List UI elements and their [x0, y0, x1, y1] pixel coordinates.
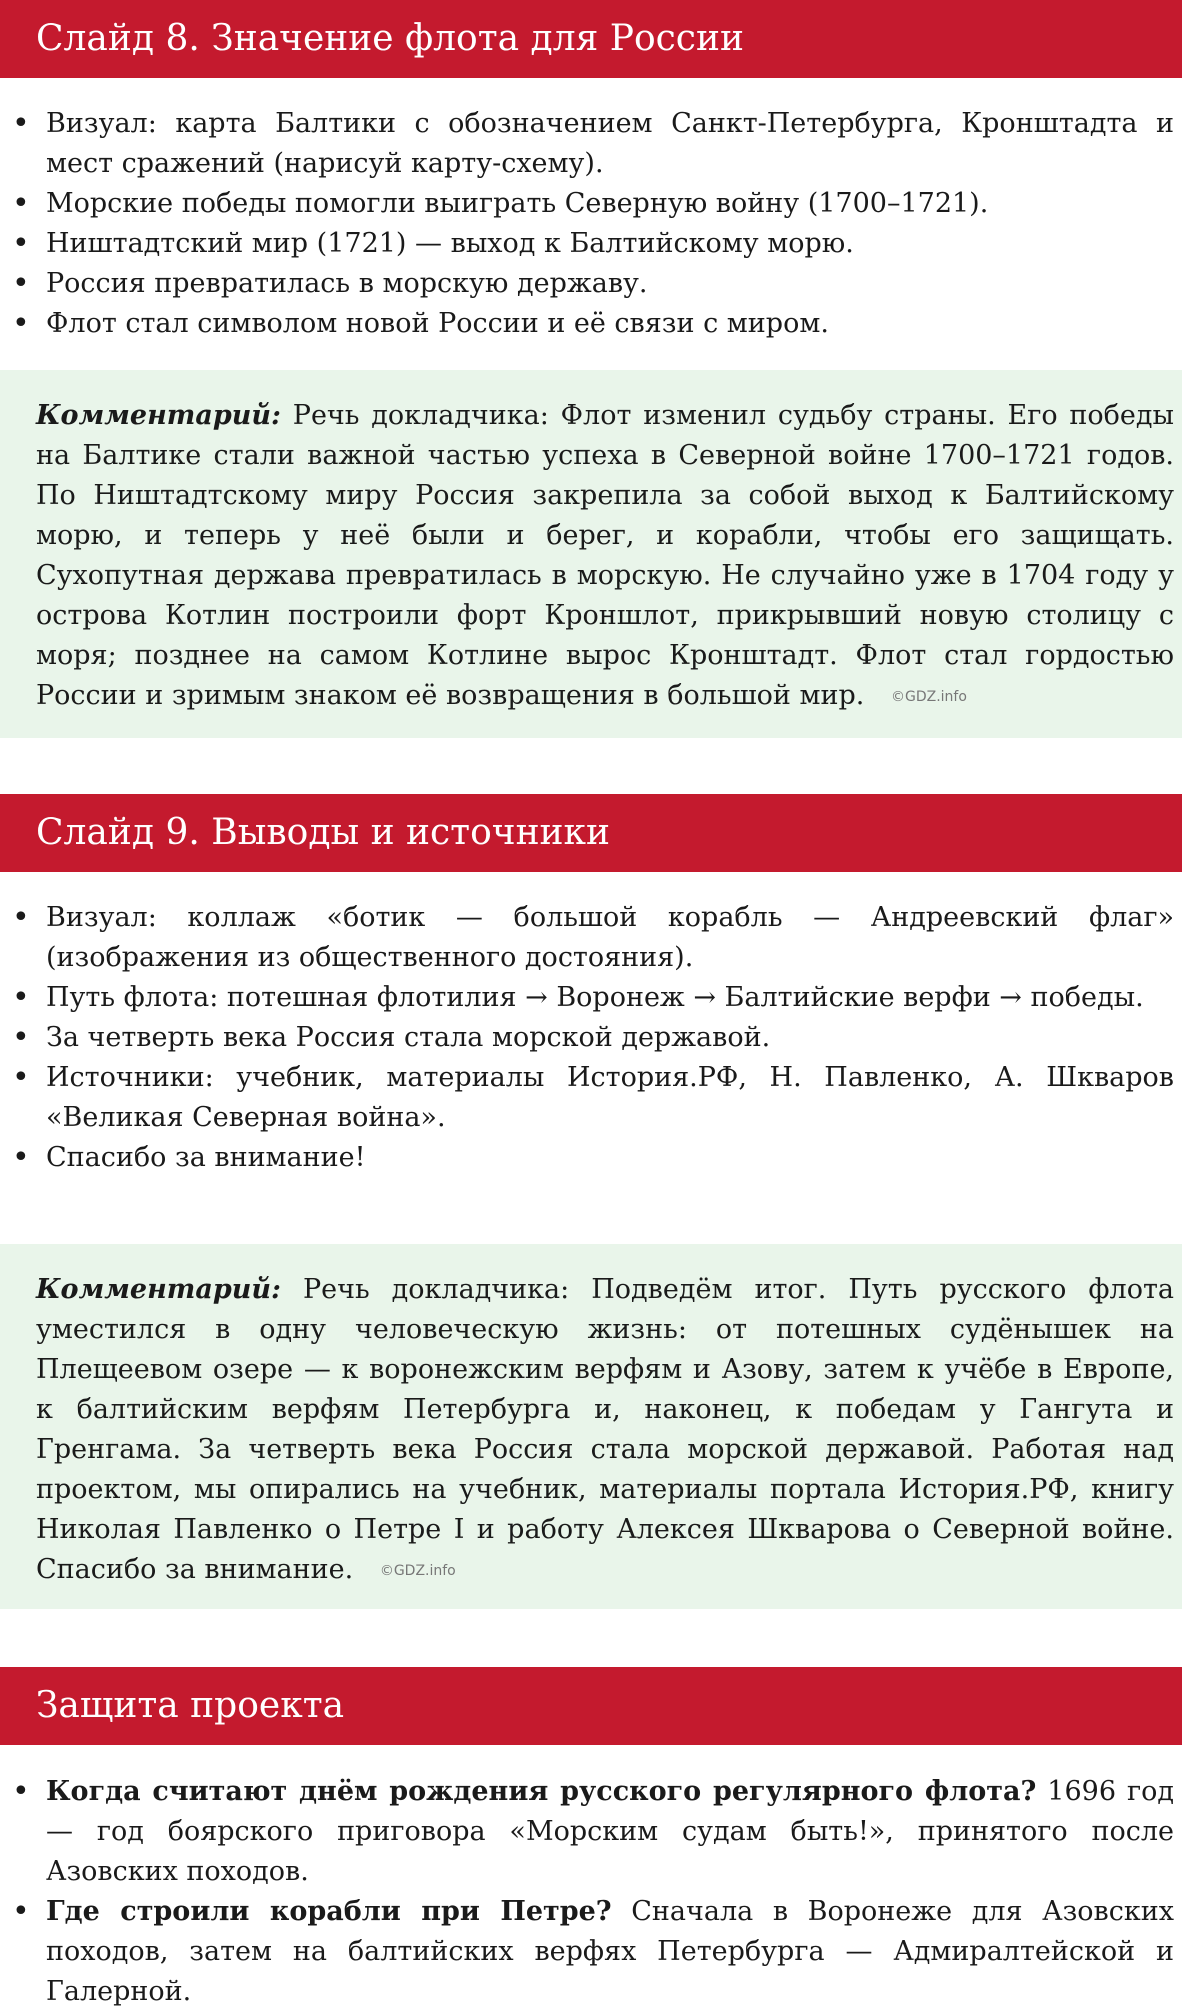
slide-9-comment-box: [0, 1244, 1182, 1609]
slide-8-header: [0, 0, 1182, 78]
slide-8-bullets: [0, 104, 1182, 344]
list-item: • Ништадтский мир (1721) — выход к Балтийскому морю.: [46, 224, 1174, 264]
list-item: • Спасибо за внимание!: [46, 1138, 1174, 1178]
slide-9-title: Слайд 9. Выводы и источники: [36, 812, 611, 853]
slide-8-title: Слайд 8. Значение флота для России: [36, 18, 744, 59]
list-item: • Россия превратилась в морскую державу.: [46, 264, 1174, 304]
defense-title: Защита проекта: [36, 1685, 345, 1726]
list-item: • Источники: учебник, материалы История.РФ, Н. Павленко, А. Шкваров «Великая Северная война».: [46, 1058, 1174, 1138]
slide-9-header: [0, 794, 1182, 872]
answer-text: 1696 год — год боярского приговора «Морским судам быть!», принятого после Азовских походов.: [46, 1776, 1174, 1887]
copyright-mark: ©GDZ.info: [890, 688, 967, 705]
list-item: • Морские победы помогли выиграть Северную войну (1700–1721).: [46, 184, 1174, 224]
comment-text: Речь докладчика: Флот изменил судьбу страны. Его победы на Балтике стали важной частью успеха в Северной войне 1700–1721 годов. По Ништадтскому миру Россия закрепила за собой выход к Балтийскому морю, и теперь у неё были и берег, и корабли, чтобы его защищать. Сухопутная держава превратилась в морскую. Не случайно уже в 1704 году у острова Котлин построили форт Кроншлот, прикрывший новую столицу с моря; позднее на самом Котлине вырос Кронштадт. Флот стал гордостью России и зримым знаком её возвращения в большой мир.: [36, 400, 1175, 711]
list-item: • Визуал: коллаж «ботик — большой корабль — Андреевский флаг» (изображения из общественного достояния).: [46, 898, 1174, 978]
comment-label: Комментарий:: [36, 1274, 281, 1305]
list-item: • Визуал: карта Балтики с обозначением Санкт-Петербурга, Кронштадта и мест сражений (нарисуй карту-схему).: [46, 104, 1174, 184]
comment-text: Речь докладчика: Подведём итог. Путь русского флота уместился в одну человеческую жизнь: от потешных судёнышек на Плещеевом озере — к воронежским верфям и Азову, затем к учёбе в Европе, к балтийским верфям Петербурга и, наконец, к победам у Гангута и Гренгама. За четверть века Россия стала морской державой. Работая над проектом, мы опирались на учебник, материалы портала История.РФ, книгу Николая Павленко о Петре I и работу Алексея Шкварова о Северной войне. Спасибо за внимание.: [36, 1274, 1174, 1585]
qa-item: [46, 1892, 1174, 2012]
defense-header: [0, 1667, 1182, 1745]
copyright-mark: ©GDZ.info: [379, 1562, 456, 1579]
list-item: • Флот стал символом новой России и её связи с миром.: [46, 304, 1174, 344]
list-item: • Путь флота: потешная флотилия → Воронеж → Балтийские верфи → победы.: [46, 978, 1174, 1018]
answer-text: Сначала в Воронеже для Азовских походов, затем на балтийских верфях Петербурга — Адмиралтейской и Галерной.: [46, 1896, 1174, 2007]
list-item: • За четверть века Россия стала морской державой.: [46, 1018, 1174, 1058]
slide-8-comment-box: [0, 370, 1182, 738]
question-text: Где строили корабли при Петре?: [46, 1896, 612, 1927]
defense-qa-list: [0, 1772, 1182, 2012]
qa-item: [46, 1772, 1174, 1892]
slide-9-bullets: [0, 898, 1182, 1178]
question-text: Когда считают днём рождения русского регулярного флота?: [46, 1776, 1037, 1807]
comment-label: Комментарий:: [36, 400, 281, 431]
